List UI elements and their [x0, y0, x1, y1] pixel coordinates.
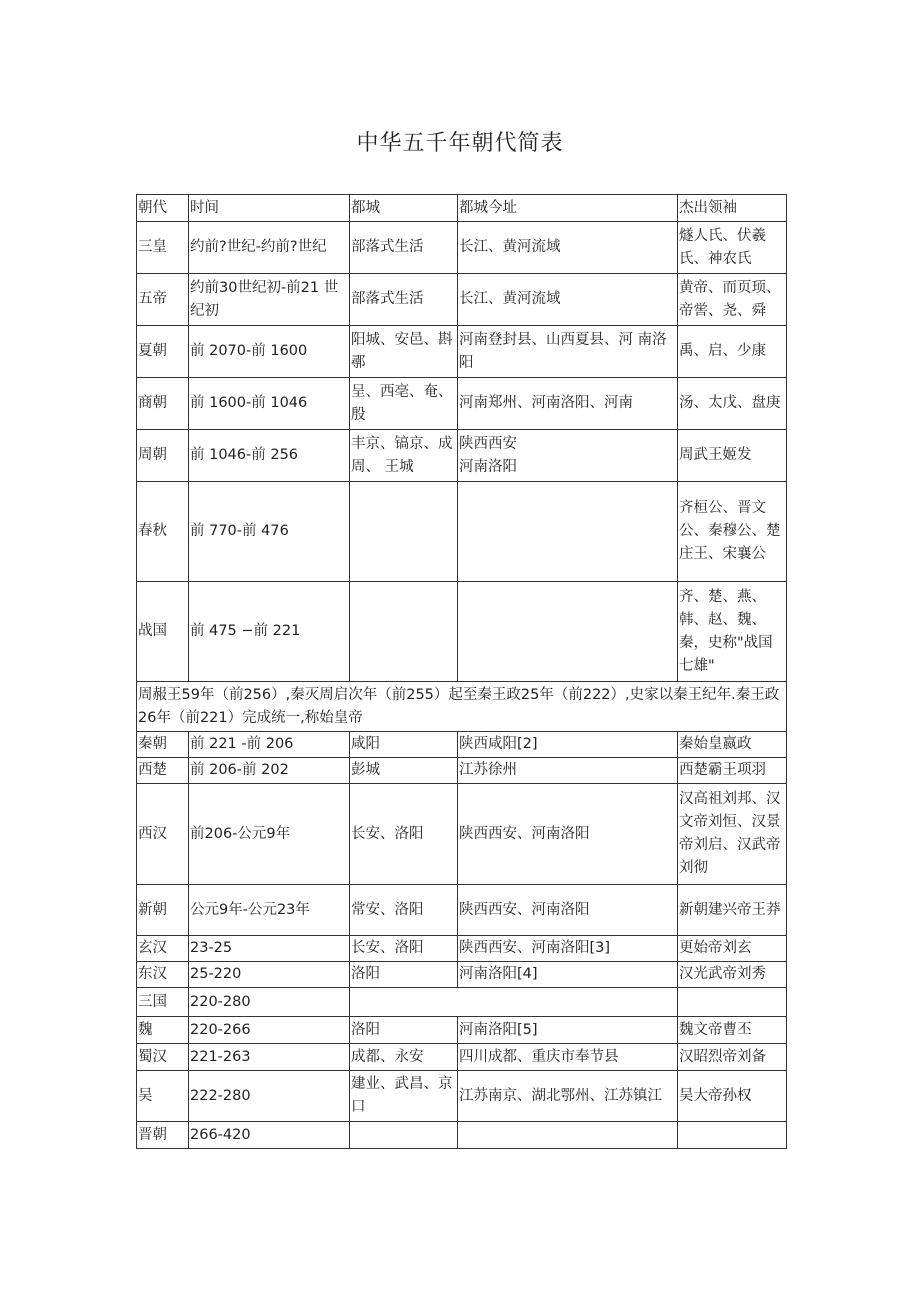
leaders-cell: 汤、太戊、盘庚: [678, 378, 787, 430]
location-cell: [458, 482, 678, 582]
time-cell: 220-280: [189, 988, 350, 1017]
location-cell: 江苏南京、湖北鄂州、江苏镇江: [458, 1071, 678, 1122]
capital-cell: 常安、洛阳: [350, 885, 458, 936]
time-cell: 前 221 -前 206: [189, 732, 350, 758]
location-cell: [458, 1122, 678, 1149]
location-cell: 陕西西安、河南洛阳[3]: [458, 936, 678, 962]
leaders-cell: 秦始皇嬴政: [678, 732, 787, 758]
table-row: [137, 222, 787, 274]
page-title: 中华五千年朝代简表: [356, 131, 564, 156]
header-capital: 都城: [350, 195, 458, 222]
table-row: [137, 758, 787, 784]
location-cell: 河南郑州、河南洛阳、河南: [458, 378, 678, 430]
dynasty-cell: 春秋: [137, 482, 189, 582]
table-row: [137, 430, 787, 482]
location-cell: 河南洛阳[4]: [458, 962, 678, 988]
location-cell: 陕西西安、河南洛阳: [458, 885, 678, 936]
dynasty-cell: 夏朝: [137, 326, 189, 378]
dynasty-cell: 蜀汉: [137, 1044, 189, 1071]
leaders-cell: 禹、启、少康: [678, 326, 787, 378]
empty-cell: [350, 988, 678, 1017]
table-row: [137, 732, 787, 758]
capital-cell: 部落式生活: [350, 274, 458, 326]
capital-cell: 长安、洛阳: [350, 784, 458, 885]
location-cell: [458, 582, 678, 682]
location-cell: 江苏徐州: [458, 758, 678, 784]
dynasty-cell: 东汉: [137, 962, 189, 988]
header-location: 都城今址: [458, 195, 678, 222]
dynasty-cell: 五帝: [137, 274, 189, 326]
capital-cell: 咸阳: [350, 732, 458, 758]
empty-cell: [678, 988, 787, 1017]
leaders-cell: 西楚霸王项羽: [678, 758, 787, 784]
table-row: [137, 1122, 787, 1149]
time-cell: 前 1600-前 1046: [189, 378, 350, 430]
leaders-cell: 新朝建兴帝王莽: [678, 885, 787, 936]
location-cell: 河南登封县、山西夏县、河 南洛阳: [458, 326, 678, 378]
table-row: [137, 482, 787, 582]
dynasty-cell: 三国: [137, 988, 189, 1017]
time-cell: 220-266: [189, 1017, 350, 1044]
history-note: 周赧王59年（前256）,秦灭周启次年（前255）起至秦王政25年（前222）,史家以秦王纪年.秦王政 26年（前221）完成统一,称始皇帝: [137, 682, 787, 732]
dynasty-cell: 晋朝: [137, 1122, 189, 1149]
time-cell: 前206-公元9年: [189, 784, 350, 885]
table-row: [137, 274, 787, 326]
table-row: [137, 936, 787, 962]
leaders-cell: 汉光武帝刘秀: [678, 962, 787, 988]
capital-cell: [350, 582, 458, 682]
time-cell: 前 1046-前 256: [189, 430, 350, 482]
dynasty-cell: 西楚: [137, 758, 189, 784]
capital-cell: 丰京、镐京、成周、 王城: [350, 430, 458, 482]
time-cell: 266-420: [189, 1122, 350, 1149]
location-cell: 长江、黄河流域: [458, 274, 678, 326]
table-row: [137, 988, 787, 1017]
dynasty-cell: 魏: [137, 1017, 189, 1044]
capital-cell: 彭城: [350, 758, 458, 784]
leaders-cell: 燧人氏、伏羲氏、神农氏: [678, 222, 787, 274]
leaders-cell: 齐、楚、燕、韩、赵、魏、秦，史称"战国七雄": [678, 582, 787, 682]
leaders-cell: 吴大帝孙权: [678, 1071, 787, 1122]
time-cell: 公元9年-公元23年: [189, 885, 350, 936]
location-cell: 长江、黄河流域: [458, 222, 678, 274]
capital-cell: 建业、武昌、京口: [350, 1071, 458, 1122]
time-cell: 221-263: [189, 1044, 350, 1071]
leaders-cell: 汉昭烈帝刘备: [678, 1044, 787, 1071]
leaders-cell: 魏文帝曹丕: [678, 1017, 787, 1044]
capital-cell: 部落式生活: [350, 222, 458, 274]
leaders-cell: 汉高祖刘邦、汉文帝刘恒、汉景帝刘启、汉武帝刘彻: [678, 784, 787, 885]
capital-cell: 阳城、安邑、斟鄩: [350, 326, 458, 378]
dynasty-cell: 秦朝: [137, 732, 189, 758]
capital-cell: 呈、西亳、奄、殷: [350, 378, 458, 430]
leaders-cell: 更始帝刘玄: [678, 936, 787, 962]
location-cell: 河南洛阳[5]: [458, 1017, 678, 1044]
table-row: [137, 962, 787, 988]
table-row: [137, 1044, 787, 1071]
capital-cell: [350, 482, 458, 582]
table-row: [137, 784, 787, 885]
capital-cell: 洛阳: [350, 962, 458, 988]
capital-cell: 成都、永安: [350, 1044, 458, 1071]
table-header: [137, 195, 787, 222]
table-row: [137, 378, 787, 430]
table-row: [137, 1071, 787, 1122]
leaders-cell: 周武王姬发: [678, 430, 787, 482]
location-cell: 陕西西安 河南洛阳: [458, 430, 678, 482]
time-cell: 约前?世纪-约前?世纪: [189, 222, 350, 274]
location-cell: 陕西西安、河南洛阳: [458, 784, 678, 885]
dynasty-table: [136, 194, 787, 1149]
capital-cell: 长安、洛阳: [350, 936, 458, 962]
time-cell: 前 475 −前 221: [189, 582, 350, 682]
time-cell: 约前30世纪初-前21 世纪初: [189, 274, 350, 326]
table-row: [137, 326, 787, 378]
capital-cell: 洛阳: [350, 1017, 458, 1044]
header-leaders: 杰出领袖: [678, 195, 787, 222]
dynasty-cell: 吴: [137, 1071, 189, 1122]
dynasty-cell: 三皇: [137, 222, 189, 274]
time-cell: 前 770-前 476: [189, 482, 350, 582]
dynasty-cell: 新朝: [137, 885, 189, 936]
header-dynasty: 朝代: [137, 195, 189, 222]
leaders-cell: [678, 1122, 787, 1149]
time-cell: 25-220: [189, 962, 350, 988]
location-cell: 陕西咸阳[2]: [458, 732, 678, 758]
header-time: 时间: [189, 195, 350, 222]
time-cell: 前 206-前 202: [189, 758, 350, 784]
dynasty-cell: 玄汉: [137, 936, 189, 962]
location-cell: 四川成都、重庆市奉节县: [458, 1044, 678, 1071]
time-cell: 23-25: [189, 936, 350, 962]
capital-cell: [350, 1122, 458, 1149]
table-row: [137, 582, 787, 682]
time-cell: 222-280: [189, 1071, 350, 1122]
leaders-cell: 黄帝、而页顼、帝喾、尧、舜: [678, 274, 787, 326]
leaders-cell: 齐桓公、晋文公、秦穆公、楚庄王、宋襄公: [678, 482, 787, 582]
table-row: [137, 1017, 787, 1044]
time-cell: 前 2070-前 1600: [189, 326, 350, 378]
dynasty-cell: 周朝: [137, 430, 189, 482]
dynasty-cell: 战国: [137, 582, 189, 682]
note-row: [137, 682, 787, 732]
dynasty-cell: 商朝: [137, 378, 189, 430]
dynasty-cell: 西汉: [137, 784, 189, 885]
table-row: [137, 885, 787, 936]
